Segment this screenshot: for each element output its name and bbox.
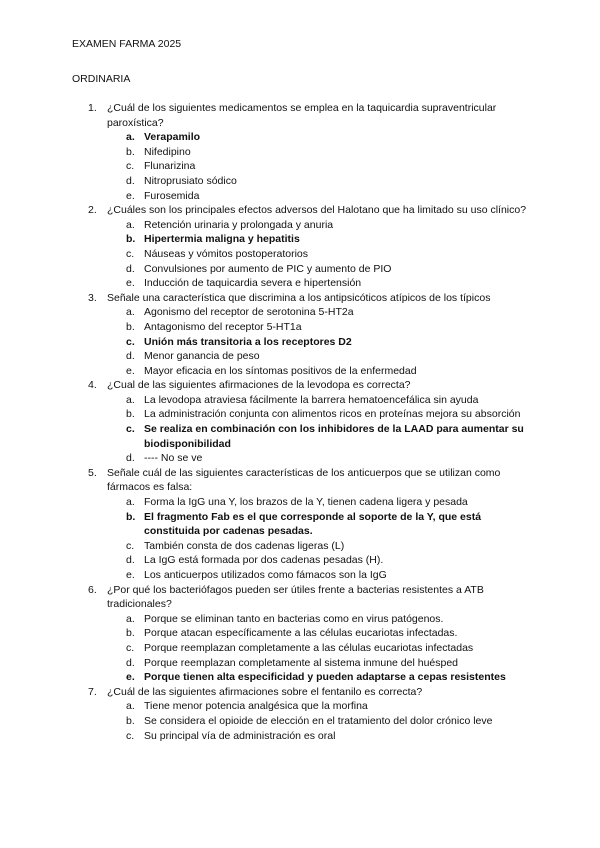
answer-option [0,364,600,379]
option-text: Tiene menor potencia analgésica que la morfina [144,700,368,713]
option-letter: e. [126,189,135,202]
option-letter: a. [126,131,135,144]
option-letter: c. [126,641,135,654]
option-letter: a. [126,306,135,319]
question-stem [0,291,600,306]
option-text: Porque se eliminan tanto en bacterias como en virus patógenos. [144,612,444,625]
question-text: ¿Cual de las siguientes afirmaciones de la levodopa es correcta? [107,379,411,392]
question-text: ¿Cuál de las siguientes afirmaciones sobre el fentanilo es correcta? [107,685,423,698]
answer-option [0,714,600,729]
question-stem [0,101,600,130]
option-letter: c. [126,729,135,742]
answer-option [0,656,600,671]
option-text: ---- No se ve [144,452,203,465]
answer-option [0,218,600,233]
option-text: Unión más transitoria a los receptores D2 [144,335,352,348]
option-text: Porque reemplazan completamente al sistema inmune del huésped [144,656,459,669]
option-text: Inducción de taquicardia severa e hipertensión [144,277,362,290]
answer-option [0,699,600,714]
question-2 [0,203,600,291]
option-letter: c. [126,247,135,260]
option-text: Porque atacan específicamente a las células eucariotas infectadas. [144,627,458,640]
option-text: La levodopa atraviesa fácilmente la barrera hematoencefálica sin ayuda [144,393,479,406]
document-title: EXAMEN FARMA 2025 [72,38,182,50]
option-text: Mayor eficacia en los síntomas positivos de la enfermedad [144,364,417,377]
question-number: 5. [88,466,97,479]
option-letter: a. [126,612,135,625]
answer-option [0,641,600,656]
question-list [0,101,600,743]
option-letter: c. [126,423,135,436]
answer-option [0,393,600,408]
question-text: ¿Cuáles son los principales efectos adversos del Halotano que ha limitado su uso clínico? [107,204,527,217]
option-letter: e. [126,671,135,684]
question-text: Señale una característica que discrimina a los antipsicóticos atípicos de los típicos [107,291,491,304]
option-letter: b. [126,510,136,523]
option-letter: e. [126,277,135,290]
option-text: Menor ganancia de peso [144,350,260,363]
option-letter: d. [126,452,135,465]
option-letter: e. [126,569,135,581]
answer-option [0,612,600,627]
answer-option [0,247,600,262]
question-number: 7. [88,685,97,698]
answer-option-correct [0,422,600,451]
question-stem [0,378,600,393]
option-text: Náuseas y vómitos postoperatorios [144,247,308,260]
option-text: Nifedipino [144,145,191,158]
option-text: El fragmento Fab es el que corresponde al soporte de la Y, que está constituida por cadenas pesadas. [144,510,482,538]
question-4 [0,378,600,466]
question-stem [0,203,600,218]
option-text: Forma la IgG una Y, los brazos de la Y, tienen cadena ligera y pesada [144,496,468,509]
option-letter: b. [126,714,135,727]
option-letter: a. [126,700,135,713]
answer-option-correct [0,335,600,350]
answer-option [0,553,600,568]
option-text: Retención urinaria y prolongada y anuria [144,218,334,231]
option-text: Nitroprusiato sódico [144,174,237,187]
option-letter: b. [126,408,135,421]
answer-option [0,145,600,160]
answer-option [0,568,600,583]
option-letter: d. [126,350,135,363]
question-stem [0,685,600,700]
question-number: 3. [88,291,97,304]
option-letter: a. [126,496,135,509]
question-5 [0,466,600,583]
question-6 [0,583,600,685]
option-letter: c. [126,539,135,552]
option-text: Flunarizina [144,160,196,173]
answer-option [0,305,600,320]
question-number: 1. [88,102,97,114]
option-letter: b. [126,145,135,158]
option-text: Verapamilo [144,131,201,144]
answer-option-correct [0,232,600,247]
answer-option-correct [0,130,600,145]
option-text: Los anticuerpos utilizados como fámacos son la IgG [144,569,387,581]
option-text: Porque tienen alta especificidad y pueden adaptarse a cepas resistentes [144,671,506,684]
question-stem [0,583,600,612]
option-letter: c. [126,335,135,348]
option-letter: b. [126,627,135,640]
answer-option [0,729,600,744]
answer-option [0,159,600,174]
answer-option [0,174,600,189]
question-7 [0,685,600,743]
answer-option [0,495,600,510]
option-letter: e. [126,364,135,377]
question-3 [0,291,600,379]
option-letter: b. [126,233,136,246]
option-text: Su principal vía de administración es oral [144,729,336,742]
option-text: La administración conjunta con alimentos ricos en proteínas mejora su absorción [144,408,521,421]
option-letter: a. [126,393,135,406]
answer-option [0,262,600,277]
answer-option [0,407,600,422]
option-letter: d. [126,554,135,567]
option-letter: d. [126,174,135,187]
option-letter: c. [126,160,135,173]
question-number: 2. [88,204,97,217]
answer-option [0,539,600,554]
option-text: Porque reemplazan completamente a las células eucariotas infectadas [144,641,474,654]
option-text: Hipertermia maligna y hepatitis [144,233,300,246]
answer-option [0,451,600,466]
answer-option [0,626,600,641]
option-letter: d. [126,656,135,669]
option-text: Se considera el opioide de elección en el tratamiento del dolor crónico leve [144,714,493,727]
answer-option [0,349,600,364]
question-number: 4. [88,379,97,392]
option-text: Agonismo del receptor de serotonina 5-HT2a [144,306,354,319]
answer-option-correct [0,510,600,539]
section-heading: ORDINARIA [72,73,131,85]
option-letter: a. [126,218,135,231]
question-stem [0,466,600,495]
option-text: Furosemida [144,189,200,202]
option-text: La IgG está formada por dos cadenas pesadas (H). [144,554,384,567]
option-letter: d. [126,262,135,275]
question-text: Señale cuál de las siguientes características de los anticuerpos que se utilizan como fármacos es falsa: [107,466,501,494]
option-text: Convulsiones por aumento de PIC y aumento de PIO [144,262,392,275]
answer-option-correct [0,670,600,685]
question-text: ¿Por qué los bacteriófagos pueden ser útiles frente a bacterias resistentes a ATB tradicionales? [107,583,484,611]
question-text: ¿Cuál de los siguientes medicamentos se emplea en la taquicardia supraventricular paroxística? [107,102,497,129]
question-1 [0,101,600,203]
question-number: 6. [88,583,97,596]
option-text: Antagonismo del receptor 5-HT1a [144,320,302,333]
answer-option [0,276,600,291]
option-letter: b. [126,320,135,333]
option-text: También consta de dos cadenas ligeras (L) [144,539,345,552]
answer-option [0,189,600,204]
answer-option [0,320,600,335]
option-text: Se realiza en combinación con los inhibidores de la LAAD para aumentar su biodisponibilidad [144,423,524,450]
